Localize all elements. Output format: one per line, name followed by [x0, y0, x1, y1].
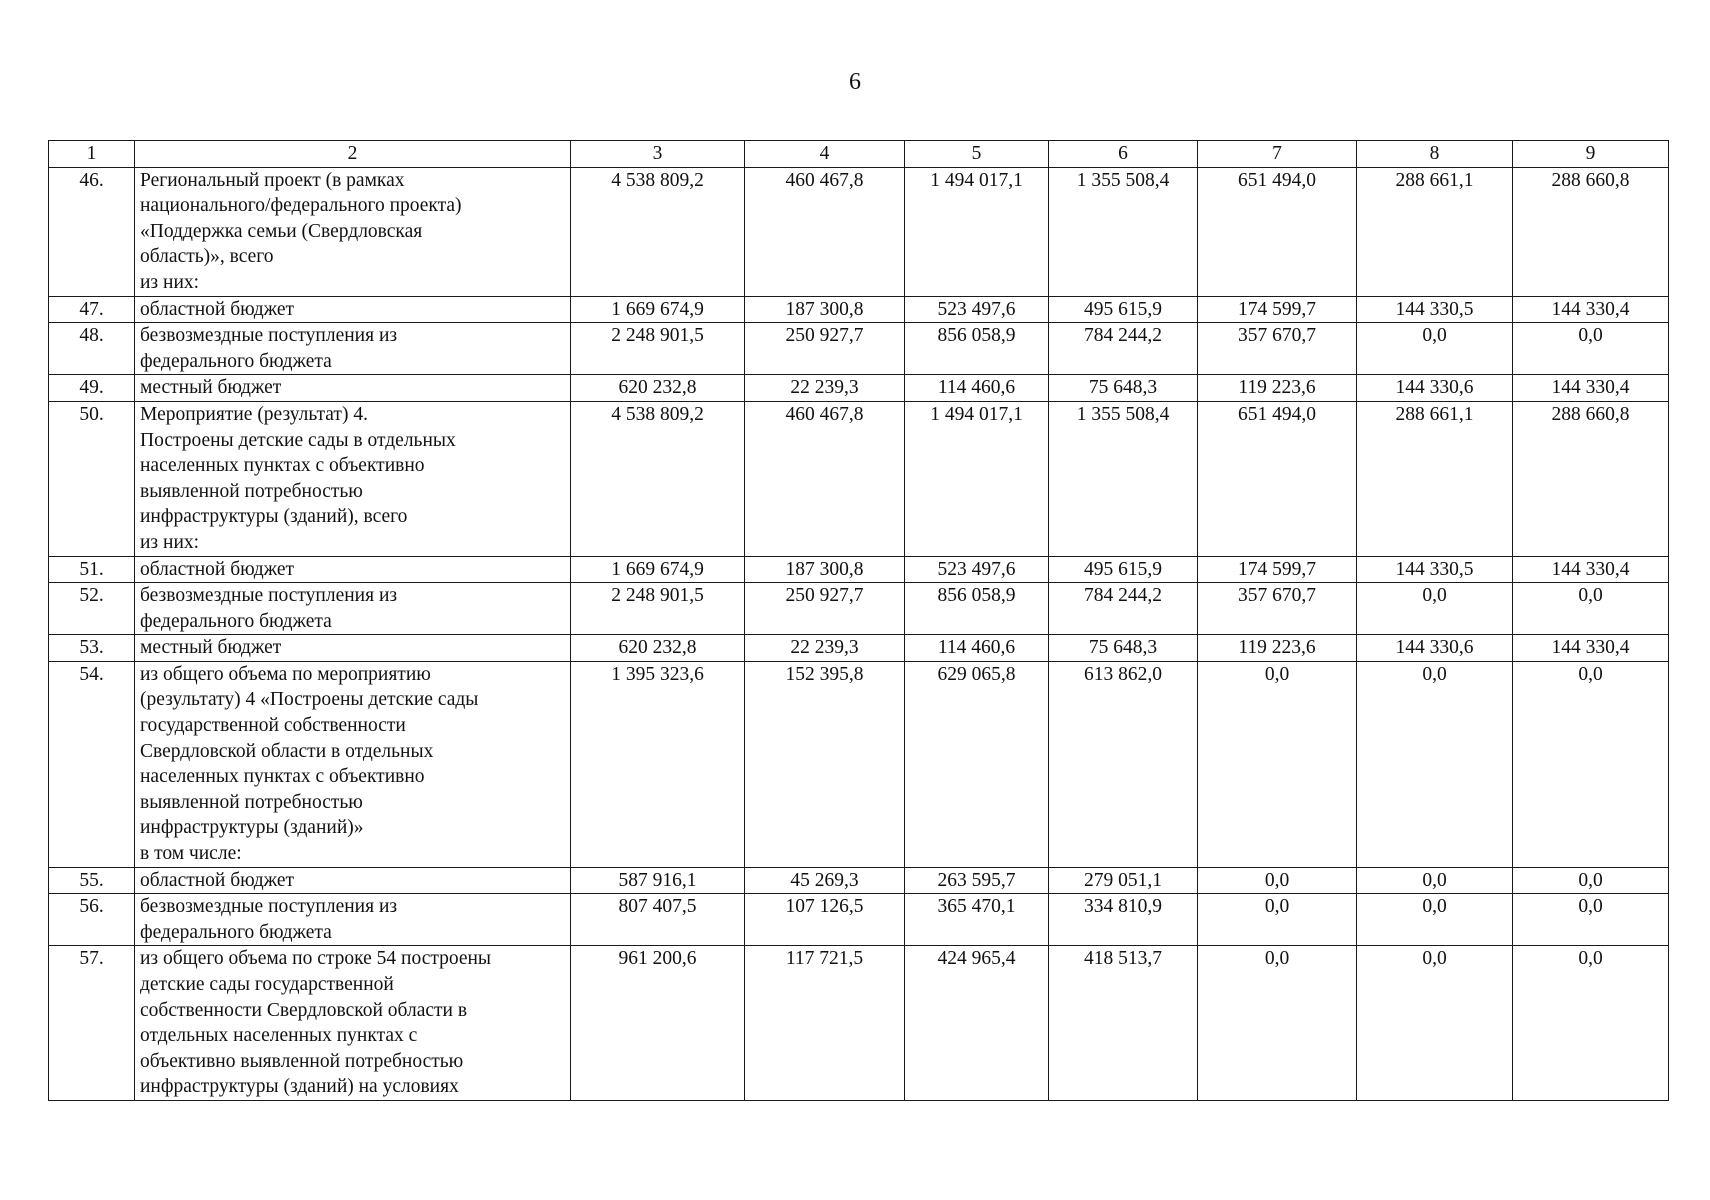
- column-number: 7: [1198, 141, 1357, 168]
- amount-cell: 961 200,6: [571, 946, 745, 1101]
- row-description: [135, 946, 571, 1101]
- row-number: 56.: [49, 894, 135, 946]
- table-row: [49, 167, 1669, 296]
- amount-cell: 288 660,8: [1513, 401, 1669, 556]
- amount-cell: 357 670,7: [1198, 323, 1357, 375]
- column-number: 1: [49, 141, 135, 168]
- amount-cell: 144 330,6: [1357, 635, 1513, 662]
- description-line: федерального бюджета: [140, 921, 332, 943]
- column-number: 8: [1357, 141, 1513, 168]
- amount-cell: 651 494,0: [1198, 167, 1357, 296]
- amount-cell: 523 497,6: [905, 556, 1049, 583]
- description-line: населенных пунктах с объективно: [140, 455, 425, 477]
- description-line: Свердловской области в отдельных: [140, 740, 434, 762]
- amount-cell: 460 467,8: [745, 167, 905, 296]
- row-description: [135, 867, 571, 894]
- amount-cell: 357 670,7: [1198, 583, 1357, 635]
- amount-cell: 784 244,2: [1049, 583, 1198, 635]
- amount-cell: 587 916,1: [571, 867, 745, 894]
- row-number: 48.: [49, 323, 135, 375]
- amount-cell: 144 330,6: [1357, 375, 1513, 402]
- description-line: (результату) 4 «Построены детские сады: [140, 689, 479, 711]
- amount-cell: 0,0: [1357, 323, 1513, 375]
- row-description: [135, 583, 571, 635]
- description-line: из общего объема по мероприятию: [140, 663, 431, 685]
- description-line: областной бюджет: [140, 298, 295, 320]
- amount-cell: 0,0: [1513, 867, 1669, 894]
- amount-cell: 1 355 508,4: [1049, 167, 1198, 296]
- amount-cell: 263 595,7: [905, 867, 1049, 894]
- column-number: 5: [905, 141, 1049, 168]
- amount-cell: 651 494,0: [1198, 401, 1357, 556]
- row-description: [135, 894, 571, 946]
- amount-cell: 288 661,1: [1357, 167, 1513, 296]
- amount-cell: 75 648,3: [1049, 375, 1198, 402]
- column-number: 6: [1049, 141, 1198, 168]
- description-line: государственной собственности: [140, 715, 406, 737]
- amount-cell: 174 599,7: [1198, 296, 1357, 323]
- description-line: областной бюджет: [140, 558, 295, 580]
- row-number: 47.: [49, 296, 135, 323]
- row-number: 52.: [49, 583, 135, 635]
- page-number: 6: [849, 69, 861, 95]
- amount-cell: 0,0: [1513, 323, 1669, 375]
- amount-cell: 152 395,8: [745, 661, 905, 867]
- row-number: 55.: [49, 867, 135, 894]
- amount-cell: 4 538 809,2: [571, 167, 745, 296]
- row-number: 57.: [49, 946, 135, 1101]
- description-line: населенных пунктах с объективно: [140, 766, 425, 788]
- row-description: [135, 323, 571, 375]
- description-line: Региональный проект (в рамках: [140, 169, 405, 191]
- amount-cell: 187 300,8: [745, 296, 905, 323]
- amount-cell: 613 862,0: [1049, 661, 1198, 867]
- description-line: выявленной потребностью: [140, 480, 363, 502]
- description-line: местный бюджет: [140, 637, 282, 659]
- description-line: выявленной потребностью: [140, 791, 363, 813]
- amount-cell: 1 355 508,4: [1049, 401, 1198, 556]
- amount-cell: 119 223,6: [1198, 635, 1357, 662]
- amount-cell: 0,0: [1198, 946, 1357, 1101]
- amount-cell: 250 927,7: [745, 583, 905, 635]
- amount-cell: 117 721,5: [745, 946, 905, 1101]
- amount-cell: 144 330,4: [1513, 296, 1669, 323]
- amount-cell: 620 232,8: [571, 375, 745, 402]
- amount-cell: 144 330,4: [1513, 635, 1669, 662]
- amount-cell: 784 244,2: [1049, 323, 1198, 375]
- amount-cell: 856 058,9: [905, 323, 1049, 375]
- amount-cell: 1 494 017,1: [905, 401, 1049, 556]
- amount-cell: 2 248 901,5: [571, 583, 745, 635]
- column-number: 4: [745, 141, 905, 168]
- row-number: 53.: [49, 635, 135, 662]
- amount-cell: 1 669 674,9: [571, 296, 745, 323]
- amount-cell: 495 615,9: [1049, 556, 1198, 583]
- amount-cell: 0,0: [1357, 661, 1513, 867]
- amount-cell: 144 330,5: [1357, 296, 1513, 323]
- table-row: [49, 296, 1669, 323]
- column-number: 3: [571, 141, 745, 168]
- amount-cell: 334 810,9: [1049, 894, 1198, 946]
- amount-cell: 0,0: [1198, 894, 1357, 946]
- amount-cell: 250 927,7: [745, 323, 905, 375]
- amount-cell: 1 395 323,6: [571, 661, 745, 867]
- description-line: безвозмездные поступления из: [140, 585, 398, 607]
- amount-cell: 144 330,4: [1513, 556, 1669, 583]
- amount-cell: 495 615,9: [1049, 296, 1198, 323]
- amount-cell: 0,0: [1198, 661, 1357, 867]
- description-line: Построены детские сады в отдельных: [140, 429, 456, 451]
- amount-cell: 0,0: [1513, 583, 1669, 635]
- row-description: [135, 401, 571, 556]
- amount-cell: 0,0: [1198, 867, 1357, 894]
- amount-cell: 1 494 017,1: [905, 167, 1049, 296]
- table-row: [49, 556, 1669, 583]
- table-row: [49, 323, 1669, 375]
- description-line: инфраструктуры (зданий) на условиях: [140, 1076, 459, 1098]
- row-description: [135, 635, 571, 662]
- description-line: из общего объема по строке 54 построены: [140, 948, 492, 970]
- table-row: [49, 635, 1669, 662]
- description-line: инфраструктуры (зданий)»: [140, 817, 364, 839]
- amount-cell: 0,0: [1513, 894, 1669, 946]
- description-line: «Поддержка семьи (Свердловская: [140, 220, 423, 242]
- description-line: из них:: [140, 531, 200, 553]
- amount-cell: 75 648,3: [1049, 635, 1198, 662]
- amount-cell: 119 223,6: [1198, 375, 1357, 402]
- table-row: [49, 661, 1669, 867]
- amount-cell: 279 051,1: [1049, 867, 1198, 894]
- description-line: Мероприятие (результат) 4.: [140, 403, 368, 425]
- description-line: местный бюджет: [140, 377, 282, 399]
- amount-cell: 288 661,1: [1357, 401, 1513, 556]
- amount-cell: 288 660,8: [1513, 167, 1669, 296]
- amount-cell: 2 248 901,5: [571, 323, 745, 375]
- amount-cell: 807 407,5: [571, 894, 745, 946]
- amount-cell: 629 065,8: [905, 661, 1049, 867]
- amount-cell: 418 513,7: [1049, 946, 1198, 1101]
- description-line: федерального бюджета: [140, 350, 332, 372]
- description-line: собственности Свердловской области в: [140, 999, 468, 1021]
- table-row: [49, 867, 1669, 894]
- column-number-header-row: [49, 141, 1669, 168]
- amount-cell: 523 497,6: [905, 296, 1049, 323]
- amount-cell: 187 300,8: [745, 556, 905, 583]
- description-line: безвозмездные поступления из: [140, 896, 398, 918]
- amount-cell: 0,0: [1357, 583, 1513, 635]
- table-row: [49, 583, 1669, 635]
- row-number: 50.: [49, 401, 135, 556]
- row-number: 49.: [49, 375, 135, 402]
- amount-cell: 460 467,8: [745, 401, 905, 556]
- table-row: [49, 401, 1669, 556]
- description-line: безвозмездные поступления из: [140, 325, 398, 347]
- description-line: из них:: [140, 271, 200, 293]
- row-number: 54.: [49, 661, 135, 867]
- description-line: областной бюджет: [140, 869, 295, 891]
- amount-cell: 4 538 809,2: [571, 401, 745, 556]
- amount-cell: 0,0: [1357, 867, 1513, 894]
- row-number: 51.: [49, 556, 135, 583]
- description-line: национального/федерального проекта): [140, 195, 462, 217]
- amount-cell: 22 239,3: [745, 635, 905, 662]
- amount-cell: 114 460,6: [905, 375, 1049, 402]
- description-line: отдельных населенных пунктах с: [140, 1025, 418, 1047]
- column-number: 2: [135, 141, 571, 168]
- description-line: область)», всего: [140, 246, 274, 268]
- amount-cell: 114 460,6: [905, 635, 1049, 662]
- description-line: в том числе:: [140, 843, 242, 865]
- budget-table: [48, 140, 1669, 1101]
- row-description: [135, 556, 571, 583]
- amount-cell: 107 126,5: [745, 894, 905, 946]
- amount-cell: 856 058,9: [905, 583, 1049, 635]
- description-line: объективно выявленной потребностью: [140, 1050, 464, 1072]
- amount-cell: 144 330,5: [1357, 556, 1513, 583]
- row-description: [135, 375, 571, 402]
- table-row: [49, 946, 1669, 1101]
- amount-cell: 0,0: [1357, 946, 1513, 1101]
- amount-cell: 0,0: [1357, 894, 1513, 946]
- amount-cell: 424 965,4: [905, 946, 1049, 1101]
- description-line: инфраструктуры (зданий), всего: [140, 506, 408, 528]
- amount-cell: 0,0: [1513, 661, 1669, 867]
- amount-cell: 365 470,1: [905, 894, 1049, 946]
- row-description: [135, 661, 571, 867]
- description-line: детские сады государственной: [140, 974, 394, 995]
- row-description: [135, 167, 571, 296]
- amount-cell: 22 239,3: [745, 375, 905, 402]
- table-row: [49, 375, 1669, 402]
- row-description: [135, 296, 571, 323]
- amount-cell: 174 599,7: [1198, 556, 1357, 583]
- row-number: 46.: [49, 167, 135, 296]
- amount-cell: 45 269,3: [745, 867, 905, 894]
- description-line: федерального бюджета: [140, 610, 332, 632]
- amount-cell: 620 232,8: [571, 635, 745, 662]
- table-row: [49, 894, 1669, 946]
- amount-cell: 0,0: [1513, 946, 1669, 1101]
- column-number: 9: [1513, 141, 1669, 168]
- amount-cell: 144 330,4: [1513, 375, 1669, 402]
- amount-cell: 1 669 674,9: [571, 556, 745, 583]
